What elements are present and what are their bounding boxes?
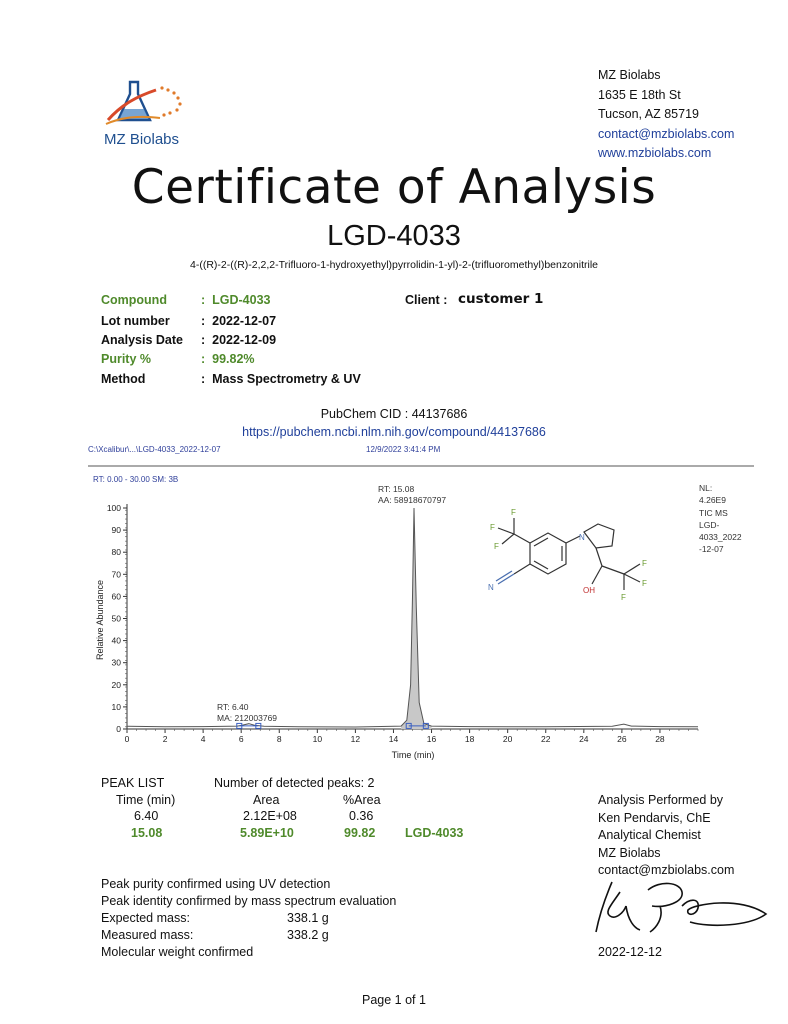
signature-date: 2022-12-12	[598, 945, 662, 959]
bond-to-carbinol	[596, 548, 602, 566]
y-tick-label: 10	[111, 701, 121, 712]
purity-value: 99.82%	[212, 352, 255, 366]
atom-label: N	[488, 583, 494, 592]
compound-value-row	[201, 293, 270, 307]
x-tick-label: 22	[540, 734, 551, 744]
colon: :	[201, 293, 206, 307]
lot-value: 2022-12-07	[212, 314, 277, 328]
analysis-notes	[101, 876, 396, 961]
peak-row-compound: LGD-4033	[405, 826, 464, 840]
client-value: customer 1	[458, 291, 544, 307]
expected-mass-label: Expected mass:	[101, 911, 190, 925]
bond-to-cf3	[602, 566, 624, 574]
y-tick-label: 20	[111, 679, 121, 690]
peak-row-pct-area: 99.82	[344, 826, 376, 840]
analyst-email: contact@mzbiolabs.com	[598, 863, 735, 877]
compound-label: Compound	[101, 293, 167, 307]
side-label-line: 4033_2022	[699, 532, 742, 542]
signature-image	[590, 876, 770, 938]
ar-cf3-bond	[502, 534, 514, 544]
pubchem-link[interactable]: https://pubchem.ncbi.nlm.nih.gov/compound/44137686	[242, 425, 546, 439]
side-label-line: 4.26E9	[699, 495, 726, 505]
ar-cf3-bond	[498, 528, 514, 534]
y-tick-label: 0	[116, 724, 121, 734]
x-tick-label: 2	[162, 734, 168, 744]
address-city: Tucson, AZ 85719	[598, 107, 699, 121]
x-tick-label: 0	[124, 734, 130, 744]
address-website-link[interactable]: www.mzbiolabs.com	[598, 146, 712, 160]
bond-to-ar-cf3	[514, 534, 530, 543]
method-value-row	[201, 372, 361, 386]
main-peak-rt-label: RT: 15.08	[378, 484, 415, 494]
x-axis-label: Time (min)	[391, 750, 435, 760]
x-tick-label: 20	[502, 734, 513, 744]
atom-label: F	[642, 579, 647, 588]
bond-to-n	[566, 536, 580, 543]
atom-label: F	[490, 523, 495, 532]
nitrile-triple-bond	[496, 571, 512, 581]
y-tick-label: 60	[111, 591, 121, 602]
analyst-company: MZ Biolabs	[598, 845, 661, 860]
lot-label: Lot number	[101, 314, 170, 328]
purity-value-row	[201, 352, 255, 366]
minor-peak-area-label: MA: 212003769	[217, 713, 278, 723]
address-block	[598, 66, 734, 164]
main-peak-area-label: AA: 58918670797	[378, 495, 447, 505]
analyst-block	[598, 792, 734, 880]
file-path: C:\Xcalibur\...\LGD-4033_2022-12-07	[88, 445, 221, 454]
flask-logo-icon	[104, 76, 190, 132]
minor-peak-rt-label: RT: 6.40	[217, 702, 249, 712]
nl-side-label	[699, 483, 742, 554]
atom-label: N	[579, 533, 585, 542]
side-label-line: LGD-	[699, 520, 720, 530]
pubchem-cid: PubChem CID : 44137686	[320, 407, 468, 421]
note-mw: Molecular weight confirmed	[101, 945, 254, 959]
address-email-link[interactable]: contact@mzbiolabs.com	[598, 126, 735, 141]
analysis-date-label: Analysis Date	[101, 333, 183, 347]
address-company: MZ Biolabs	[598, 68, 661, 82]
measured-mass-label: Measured mass:	[101, 928, 194, 942]
x-tick-label: 10	[312, 734, 323, 744]
y-axis-label: Relative Abundance	[95, 579, 105, 661]
chromatogram-chart	[0, 460, 788, 770]
chemical-structure-image	[496, 518, 640, 590]
atom-label: F	[621, 593, 626, 602]
y-tick-label: 70	[111, 569, 121, 580]
client-label: Client :	[405, 293, 448, 307]
peak-row-area: 5.89E+10	[240, 826, 294, 840]
x-tick-label: 12	[350, 734, 361, 744]
atom-label: F	[642, 559, 647, 568]
address-street: 1635 E 18th St	[598, 87, 681, 102]
measured-mass-value: 338.2 g	[287, 928, 329, 942]
side-label-line: TIC MS	[699, 508, 728, 518]
peak-row-area: 2.12E+08	[243, 809, 297, 823]
colon: :	[201, 333, 206, 347]
rt-range-label: RT: 0.00 - 30.00 SM: 3B	[93, 475, 179, 484]
compound-title: LGD-4033	[327, 220, 461, 252]
side-label-line: NL:	[699, 483, 713, 493]
chart-ticks	[107, 503, 698, 744]
page-title: Certificate of Analysis	[131, 160, 657, 215]
analyst-role: Analytical Chemist	[598, 828, 701, 842]
acquisition-datetime: 12/9/2022 3:41:4 PM	[366, 445, 441, 454]
colon: :	[201, 372, 206, 386]
peak-row-time: 6.40	[134, 809, 159, 823]
x-tick-label: 16	[426, 734, 437, 744]
x-tick-label: 4	[200, 734, 206, 744]
expected-mass-row	[101, 910, 396, 927]
atom-label: OH	[583, 586, 595, 595]
structure-atom-labels	[488, 508, 647, 602]
y-tick-label: 30	[111, 657, 121, 668]
compound-value: LGD-4033	[212, 293, 271, 307]
y-tick-label: 100	[106, 503, 121, 513]
bond-to-cn	[514, 564, 530, 574]
method-value: Mass Spectrometry & UV	[212, 372, 361, 386]
x-tick-label: 14	[388, 734, 399, 744]
note-identity: Peak identity confirmed by mass spectrum evaluation	[101, 894, 397, 908]
x-tick-label: 24	[579, 734, 589, 744]
logo-name: MZ Biolabs	[104, 131, 180, 148]
purity-label: Purity %	[101, 352, 152, 366]
peak-row-time: 15.08	[131, 826, 163, 840]
peak-row-pct-area: 0.36	[349, 809, 374, 823]
analyst-intro: Analysis Performed by	[598, 793, 724, 807]
x-tick-label: 8	[276, 734, 282, 744]
y-tick-label: 80	[111, 547, 121, 558]
iupac-name: 4-((R)-2-((R)-2,2,2-Trifluoro-1-hydroxyethyl)pyrrolidin-1-yl)-2-(trifluoromethyl)benzonitrile	[189, 259, 599, 271]
page-number: Page 1 of 1	[362, 993, 426, 1007]
atom-label: F	[494, 542, 499, 551]
method-label: Method	[101, 372, 146, 386]
analysis-date-row	[201, 333, 276, 347]
peak-count: Number of detected peaks: 2	[214, 776, 375, 790]
nitrile-triple-bond	[498, 574, 514, 584]
bond-to-oh	[592, 566, 602, 584]
side-label-line: -12-07	[699, 544, 724, 554]
x-tick-label: 6	[238, 734, 244, 744]
cf3-bond	[624, 564, 640, 574]
y-tick-label: 90	[111, 525, 121, 536]
note-purity: Peak purity confirmed using UV detection	[101, 877, 331, 891]
measured-mass-row	[101, 927, 396, 944]
x-tick-label: 28	[655, 734, 665, 744]
x-tick-label: 18	[464, 734, 475, 744]
peak-list-title: PEAK LIST	[101, 776, 165, 790]
lot-value-row	[201, 314, 276, 328]
colon: :	[201, 314, 206, 328]
benzene-ring	[530, 533, 566, 574]
peak-header-pct-area: %Area	[343, 793, 381, 807]
expected-mass-value: 338.1 g	[287, 911, 329, 925]
colon: :	[201, 352, 206, 366]
pyrrolidine-ring	[584, 524, 614, 548]
atom-label: F	[511, 508, 516, 517]
peak-header-area: Area	[253, 793, 280, 807]
analysis-date-value: 2022-12-09	[212, 333, 277, 347]
analyst-name: Ken Pendarvis, ChE	[598, 810, 711, 825]
y-tick-label: 50	[111, 613, 121, 624]
x-tick-label: 26	[617, 734, 627, 744]
cf3-bond	[624, 574, 640, 582]
pubchem-block	[0, 405, 788, 441]
peak-header-time: Time (min)	[116, 793, 176, 807]
y-tick-label: 40	[111, 635, 121, 646]
